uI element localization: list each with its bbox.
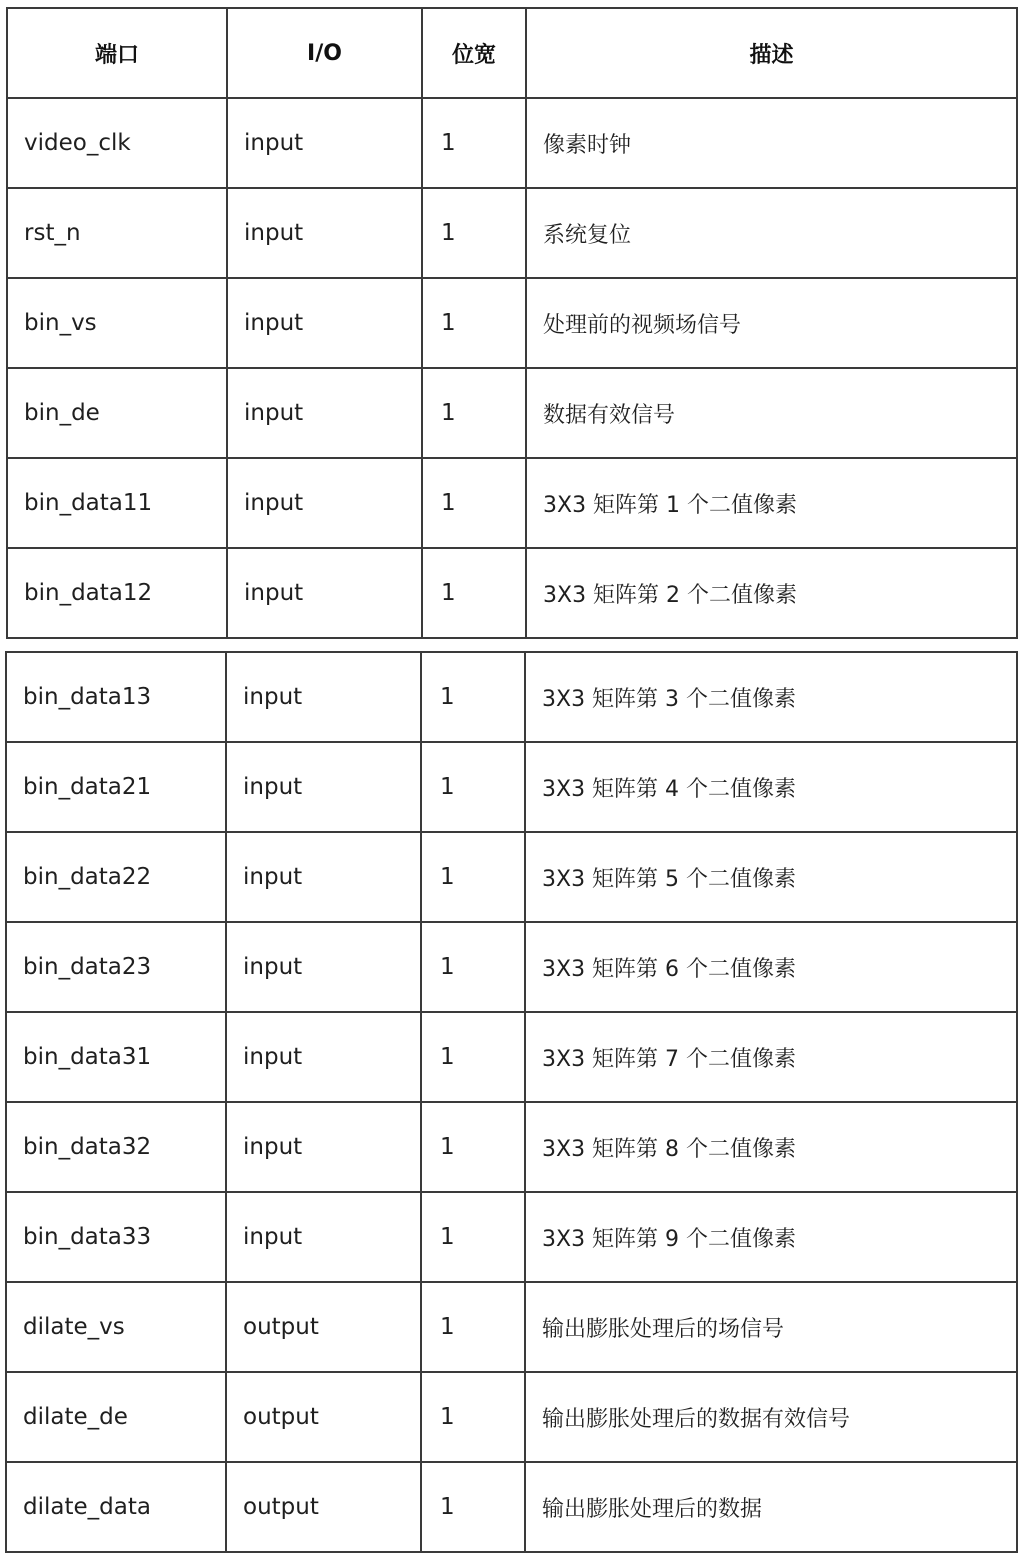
cell-io: input [226, 1012, 421, 1102]
cell-description: 3X3 矩阵第 2 个二值像素 [526, 548, 1017, 638]
header-description: 描述 [526, 8, 1017, 98]
cell-description: 输出膨胀处理后的场信号 [525, 1282, 1017, 1372]
cell-width: 1 [421, 1012, 525, 1102]
cell-description: 像素时钟 [526, 98, 1017, 188]
cell-port: bin_data12 [7, 548, 227, 638]
cell-description: 3X3 矩阵第 9 个二值像素 [525, 1192, 1017, 1282]
cell-width: 1 [421, 922, 525, 1012]
cell-io: input [227, 368, 422, 458]
cell-port: video_clk [7, 98, 227, 188]
cell-width: 1 [422, 458, 526, 548]
cell-width: 1 [421, 1282, 525, 1372]
header-io: I/O [227, 8, 422, 98]
cell-width: 1 [421, 1372, 525, 1462]
cell-description: 3X3 矩阵第 7 个二值像素 [525, 1012, 1017, 1102]
cell-port: dilate_data [6, 1462, 226, 1552]
table-row [6, 1462, 1017, 1552]
cell-description: 输出膨胀处理后的数据有效信号 [525, 1372, 1017, 1462]
table-row [7, 548, 1017, 638]
table-body-part-1 [7, 98, 1017, 638]
cell-description: 3X3 矩阵第 1 个二值像素 [526, 458, 1017, 548]
table-row [7, 98, 1017, 188]
table-row [6, 1282, 1017, 1372]
port-table-part-1 [6, 7, 1018, 639]
cell-port: dilate_vs [6, 1282, 226, 1372]
cell-port: rst_n [7, 188, 227, 278]
cell-port: bin_data32 [6, 1102, 226, 1192]
cell-io: input [227, 98, 422, 188]
cell-io: input [226, 1192, 421, 1282]
cell-description: 数据有效信号 [526, 368, 1017, 458]
table-row [6, 922, 1017, 1012]
port-table-part-2 [5, 651, 1018, 1553]
cell-width: 1 [421, 652, 525, 742]
table-row [6, 1372, 1017, 1462]
cell-port: dilate_de [6, 1372, 226, 1462]
table-body-part-2 [6, 652, 1017, 1552]
table-row [6, 742, 1017, 832]
cell-io: input [227, 458, 422, 548]
cell-description: 系统复位 [526, 188, 1017, 278]
cell-description: 处理前的视频场信号 [526, 278, 1017, 368]
cell-description: 3X3 矩阵第 5 个二值像素 [525, 832, 1017, 922]
cell-width: 1 [422, 98, 526, 188]
table-row [6, 832, 1017, 922]
table-row [6, 1102, 1017, 1192]
table-header [7, 8, 1017, 98]
cell-io: output [226, 1282, 421, 1372]
table-row [7, 278, 1017, 368]
cell-port: bin_de [7, 368, 227, 458]
header-row [7, 8, 1017, 98]
cell-io: input [226, 1102, 421, 1192]
cell-io: input [227, 278, 422, 368]
table-row [6, 1192, 1017, 1282]
cell-width: 1 [422, 278, 526, 368]
cell-io: input [226, 922, 421, 1012]
cell-description: 3X3 矩阵第 4 个二值像素 [525, 742, 1017, 832]
cell-port: bin_data33 [6, 1192, 226, 1282]
cell-port: bin_data21 [6, 742, 226, 832]
cell-port: bin_data11 [7, 458, 227, 548]
cell-width: 1 [421, 1192, 525, 1282]
table-row [7, 458, 1017, 548]
cell-io: input [226, 832, 421, 922]
cell-description: 3X3 矩阵第 6 个二值像素 [525, 922, 1017, 1012]
cell-width: 1 [422, 548, 526, 638]
cell-io: input [226, 652, 421, 742]
cell-description: 输出膨胀处理后的数据 [525, 1462, 1017, 1552]
table-row [6, 652, 1017, 742]
header-width: 位宽 [422, 8, 526, 98]
cell-width: 1 [422, 368, 526, 458]
cell-port: bin_data13 [6, 652, 226, 742]
cell-description: 3X3 矩阵第 3 个二值像素 [525, 652, 1017, 742]
cell-width: 1 [421, 1102, 525, 1192]
cell-port: bin_data31 [6, 1012, 226, 1102]
cell-width: 1 [421, 742, 525, 832]
cell-io: input [227, 548, 422, 638]
table-row [7, 188, 1017, 278]
table-row [6, 1012, 1017, 1102]
cell-width: 1 [421, 832, 525, 922]
cell-port: bin_vs [7, 278, 227, 368]
cell-io: input [227, 188, 422, 278]
cell-io: input [226, 742, 421, 832]
header-port: 端口 [7, 8, 227, 98]
cell-width: 1 [422, 188, 526, 278]
cell-width: 1 [421, 1462, 525, 1552]
table-row [7, 368, 1017, 458]
cell-io: output [226, 1462, 421, 1552]
cell-port: bin_data22 [6, 832, 226, 922]
cell-io: output [226, 1372, 421, 1462]
cell-description: 3X3 矩阵第 8 个二值像素 [525, 1102, 1017, 1192]
cell-port: bin_data23 [6, 922, 226, 1012]
